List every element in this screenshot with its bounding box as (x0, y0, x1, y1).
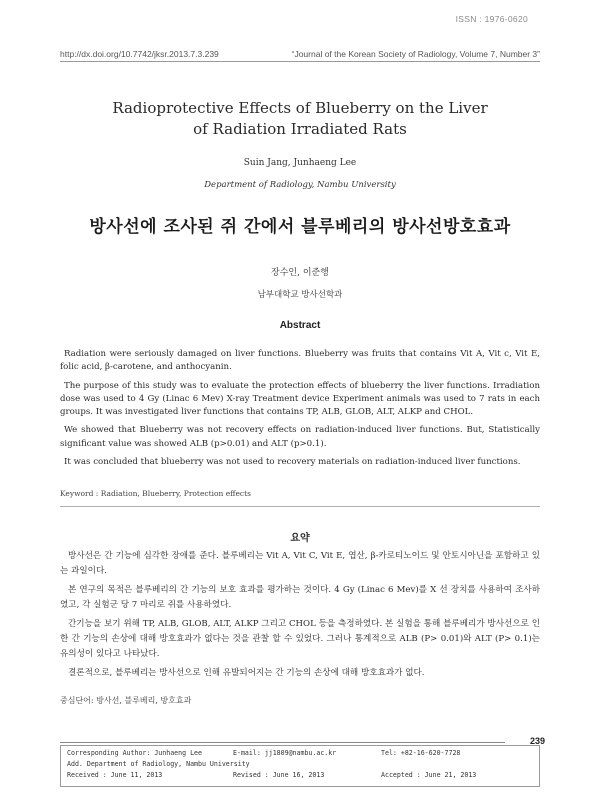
summary-paragraph: 본 연구의 목적은 블루베리의 간 기능의 보호 효과를 평가하는 것이다. 4 Gy (Linac 6 Mev)를 X 선 장치를 사용하여 조사하였고, 각 실험군 당 7 마리로 쥐를 사용하였다. (60, 584, 540, 611)
page-number: 239 (529, 736, 545, 746)
received-date: Received : June 11, 2013 (67, 771, 163, 779)
english-title (60, 98, 540, 140)
english-department: Department of Radiology, Nambu University (204, 180, 396, 190)
footer-row-address (67, 760, 533, 770)
korean-authors: 장수인, 이준행 (271, 268, 329, 278)
summary-heading: 요약 (290, 533, 310, 544)
abstract-body (60, 348, 540, 474)
doi-link[interactable]: http://dx.doi.org/10.7742/jksr.2013.7.3.239 (60, 49, 219, 59)
summary-paragraph: 방사선은 간 기능에 심각한 장애를 준다. 블루베리는 Vit A, Vit C, Vit E, 엽산, β-카로티노이드 및 안토시아닌을 포함하고 있는 과일이다. (60, 551, 540, 577)
korean-title: 방사선에 조사된 쥐 간에서 블루베리의 방사선방호효과 (89, 217, 511, 237)
summary-paragraph: 간기능을 보기 위해 TP, ALB, GLOB, ALT, ALKP 그리고 CHOL 등을 측정하였다. 본 실험을 통해 블루베리가 방사선으로 인한 간 기능의 손상에 대해 방호효과가 없다는 것을 관찰 할 수 있었다. 그러나 통계적으로 ALB (P> 0.01)와 ALT (P> 0.1)는 유의성이 있다고 나타났다. (60, 618, 540, 660)
footer-row-dates (67, 771, 533, 781)
author-tel: Tel: +82-16-620-7728 (381, 749, 461, 757)
footer-divider (60, 742, 505, 743)
abstract-paragraph: It was concluded that blueberry was not used to recovery materials on radiation-induced liver functions. (64, 457, 521, 468)
corresponding-author: Corresponding Author: Junhaeng Lee (67, 749, 202, 757)
header-divider (60, 61, 540, 62)
abstract-paragraph: Radiation were seriously damaged on liver functions. Blueberry was fruits that contains Vit A, Vit c, Vit E, folic acid, β-carotene, and anthocyanin. (60, 349, 540, 373)
summary-body (60, 549, 540, 684)
issn-label: ISSN : 1976-0620 (455, 14, 528, 24)
english-title-line-2: of Radiation Irradiated Rats (193, 120, 407, 138)
author-email[interactable]: E-mail: jj1809@nambu.ac.kr (233, 749, 337, 757)
abstract-paragraph: The purpose of this study was to evaluate the protection effects of blueberry the liver functions. Irradiation dose was used to 4 Gy (Linac 6 Mev) X-ray Treatment device Experiment animals was used to 7 rats in each groups. It was investigated liver functions that contains TP, ALB, GLOB, ALT, ALKP and CHOL. (60, 380, 540, 418)
korean-keywords: 중심단어: 방사선, 블루베리, 방호효과 (60, 696, 192, 705)
accepted-date: Accepted : June 21, 2013 (381, 771, 477, 779)
section-divider (60, 506, 540, 507)
author-address: Add. Department of Radiology, Nambu University (67, 760, 250, 768)
footer-row-contact (67, 749, 533, 759)
revised-date: Revised : June 16, 2013 (233, 771, 325, 779)
correspondence-box (60, 745, 540, 787)
summary-paragraph: 결론적으로, 블루베리는 방사선으로 인해 유발되어지는 간 기능의 손상에 대해 방호효과가 없다. (68, 667, 425, 678)
english-authors: Suin Jang, Junhaeng Lee (243, 158, 357, 168)
korean-department: 남부대학교 방사선학과 (257, 290, 343, 300)
abstract-paragraph: We showed that Blueberry was not recovery effects on radiation-induced liver functions. But, Statistically significant value was showed ALB (p>0.01) and ALT (p>0.1). (60, 425, 540, 449)
english-title-line-1: Radioprotective Effects of Blueberry on the Liver (112, 99, 488, 117)
journal-citation: “Journal of the Korean Society of Radiology, Volume 7, Number 3” (291, 49, 540, 59)
english-keywords: Keyword : Radiation, Blueberry, Protection effects (60, 489, 251, 498)
abstract-heading: Abstract (279, 320, 321, 331)
